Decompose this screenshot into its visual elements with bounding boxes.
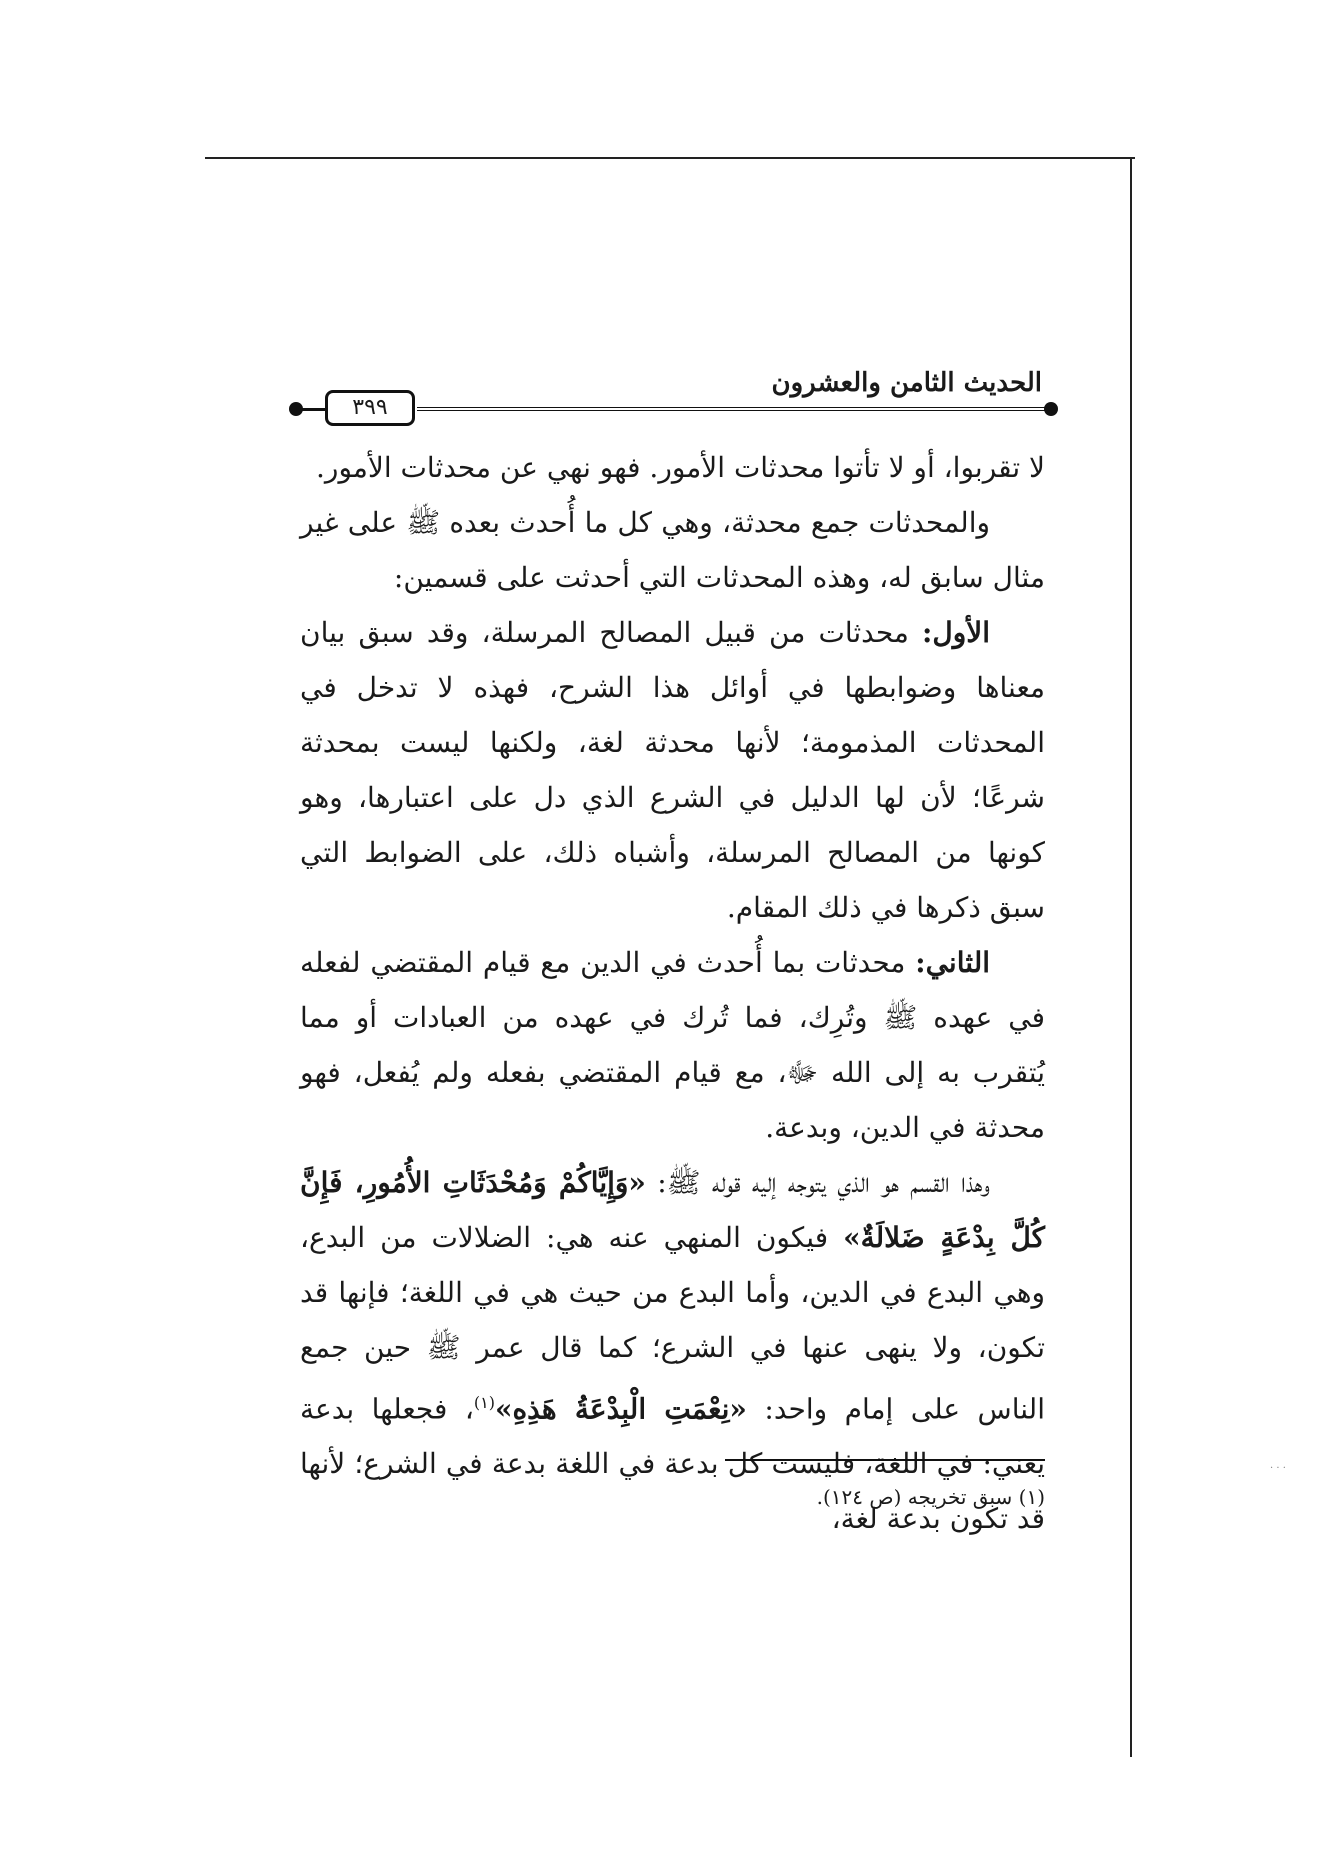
paragraph-4 [300,935,1045,1155]
crop-line-top [205,157,1135,159]
paragraph-1-text: لا تقربوا، أو لا تأتوا محدثات الأمور. فهو نهي عن محدثات الأمور. [316,451,1045,484]
paragraph-4-text: محدثات بما أُحدث في الدين مع قيام المقتضي لفعله في عهده ﷺ وتُرِك، فما تُرك في عهده من العبادات أو مما يُتقرب به إلى الله ﷻ، مع قيام المقتضي بفعله ولم يُفعل، فهو محدثة في الدين، وبدعة. [300,946,1045,1144]
header-rule-left [295,408,325,411]
hadith-quote: «وَإِيَّاكُمْ وَمُحْدَثَاتِ الأُمُورِ، فَإِنَّ كُلَّ بِدْعَةٍ ضَلالَةٌ» [300,1166,1045,1254]
paragraph-5-pre: وهذا القسم هو الذي يتوجه إليه قوله ﷺ: [657,1166,990,1199]
paragraph-3 [300,605,1045,935]
paragraph-3-text: محدثات من قبيل المصالح المرسلة، وقد سبق بيان معناها وضوابطها في أوائل هذا الشرح، فهذه لا تدخل في المحدثات المذمومة؛ لأنها محدثة لغة، ولكنها ليست بمحدثة شرعًا؛ لأن لها الدليل في الشرع الذي دل على اعتبارها، وهو كونها من المصالح المرسلة، وأشباه ذلك، على الضوابط التي سبق ذكرها في ذلك المقام. [300,616,1045,924]
crop-line-right [1130,157,1132,1757]
running-header [295,368,1050,428]
footnote-ref[interactable]: (١) [473,1393,495,1412]
paragraph-5-post: ، فجعلها بدعة يعني: في اللغة، فليست كل بدعة في اللغة بدعة في الشرع؛ لأنها قد تكون بدعة لغة، [300,1392,1045,1536]
chapter-title: الحديث الثامن والعشرون [771,368,1042,398]
main-text [300,440,1045,1546]
section-lead-first: الأول: [922,616,990,649]
section-lead-second: الثاني: [915,946,991,979]
page-number: ٣٩٩ [325,390,415,426]
footnote: (١) سبق تخريجه (ص ١٢٤). [816,1485,1045,1509]
footnote-separator [725,1459,1045,1461]
scan-specks: · · · [1270,1463,1286,1474]
ornament-dot-right [1044,402,1058,416]
paragraph-1 [300,440,1045,495]
paragraph-5-text: فيكون المنهي عنه هي: الضلالات من البدع، وهي البدع في الدين، وأما البدع من حيث هي في اللغة؛ فإنها قد تكون، ولا ينهى عنها في الشرع؛ كما قال عمر ﷺ حين جمع الناس على إمام واحد: [300,1221,1045,1426]
paragraph-2 [300,495,1045,605]
paragraph-2-text: والمحدثات جمع محدثة، وهي كل ما أُحدث بعده ﷺ على غير مثال سابق له، وهذه المحدثات التي أحدثت على قسمين: [300,506,1045,594]
header-rule [417,407,1050,411]
umar-quote: «نِعْمَتِ الْبِدْعَةُ هَذِهِ» [494,1392,747,1426]
